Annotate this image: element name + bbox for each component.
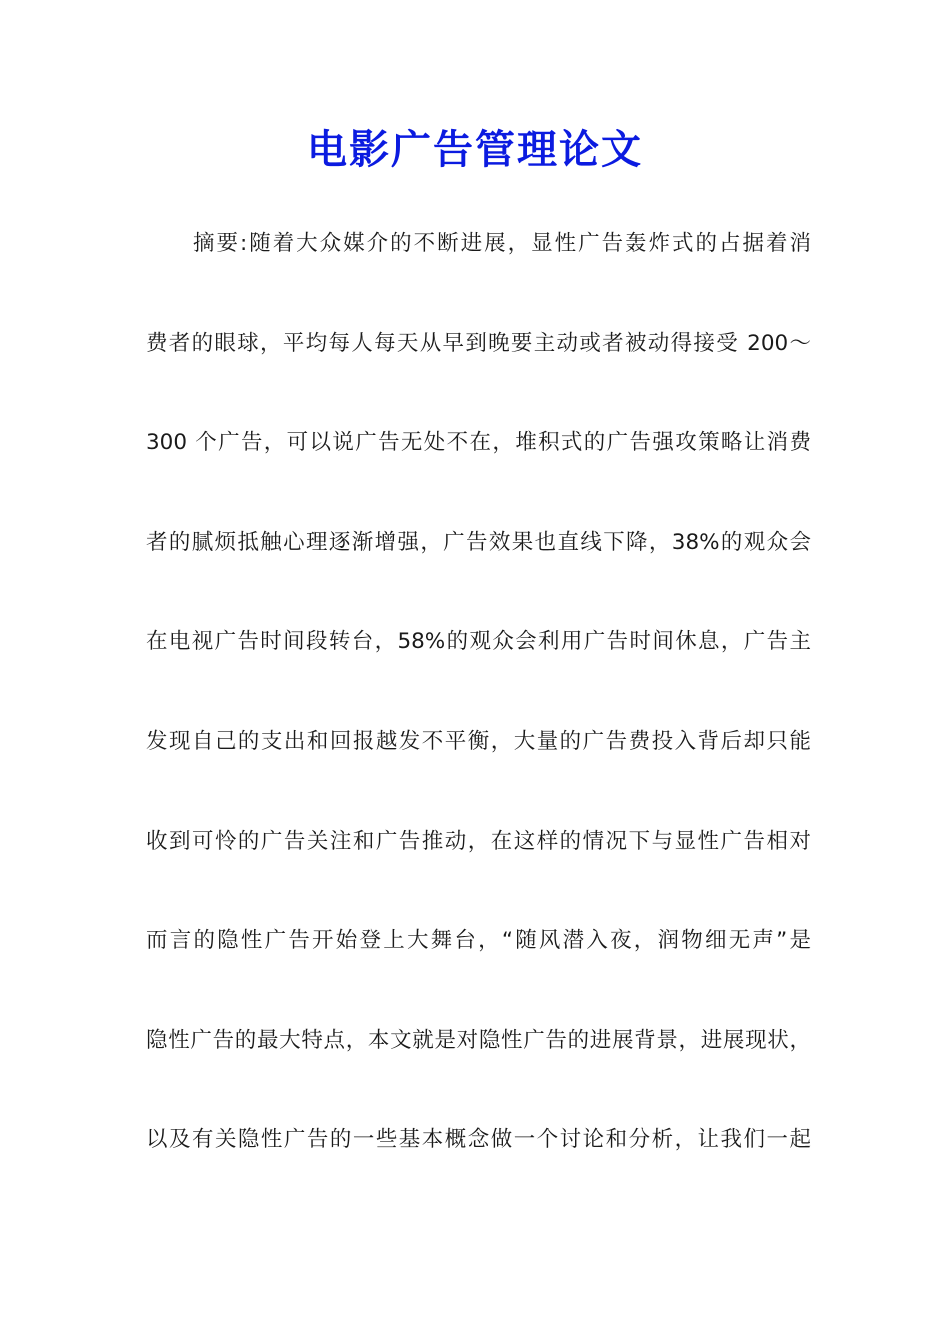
text-line: 收到可怜的广告关注和广告推动，在这样的情况下与显性广告相对: [146, 828, 811, 854]
text-line: 300 个广告，可以说广告无处不在，堆积式的广告强攻策略让消费: [146, 430, 811, 456]
text-line: 隐性广告的最大特点，本文就是对隐性广告的进展背景，进展现状，: [146, 1027, 811, 1053]
text-line: 在电视广告时间段转台，58%的观众会利用广告时间休息，广告主: [146, 629, 811, 655]
text-line: 者的腻烦抵触心理逐渐增强，广告效果也直线下降，38%的观众会: [146, 529, 811, 555]
text-line: 摘要:随着大众媒介的不断进展，显性广告轰炸式的占据着消: [146, 231, 811, 256]
text-line: 以及有关隐性广告的一些基本概念做一个讨论和分析，让我们一起: [146, 1127, 811, 1153]
document-title: 电影广告管理论文: [307, 127, 643, 173]
text-line: 发现自己的支出和回报越发不平衡，大量的广告费投入背后却只能: [146, 728, 811, 754]
text-line: 而言的隐性广告开始登上大舞台，“随风潜入夜，润物细无声”是: [146, 928, 811, 954]
abstract-paragraph: [146, 222, 811, 1218]
text-line: 费者的眼球，平均每人每天从早到晚要主动或者被动得接受 200～: [146, 330, 811, 356]
